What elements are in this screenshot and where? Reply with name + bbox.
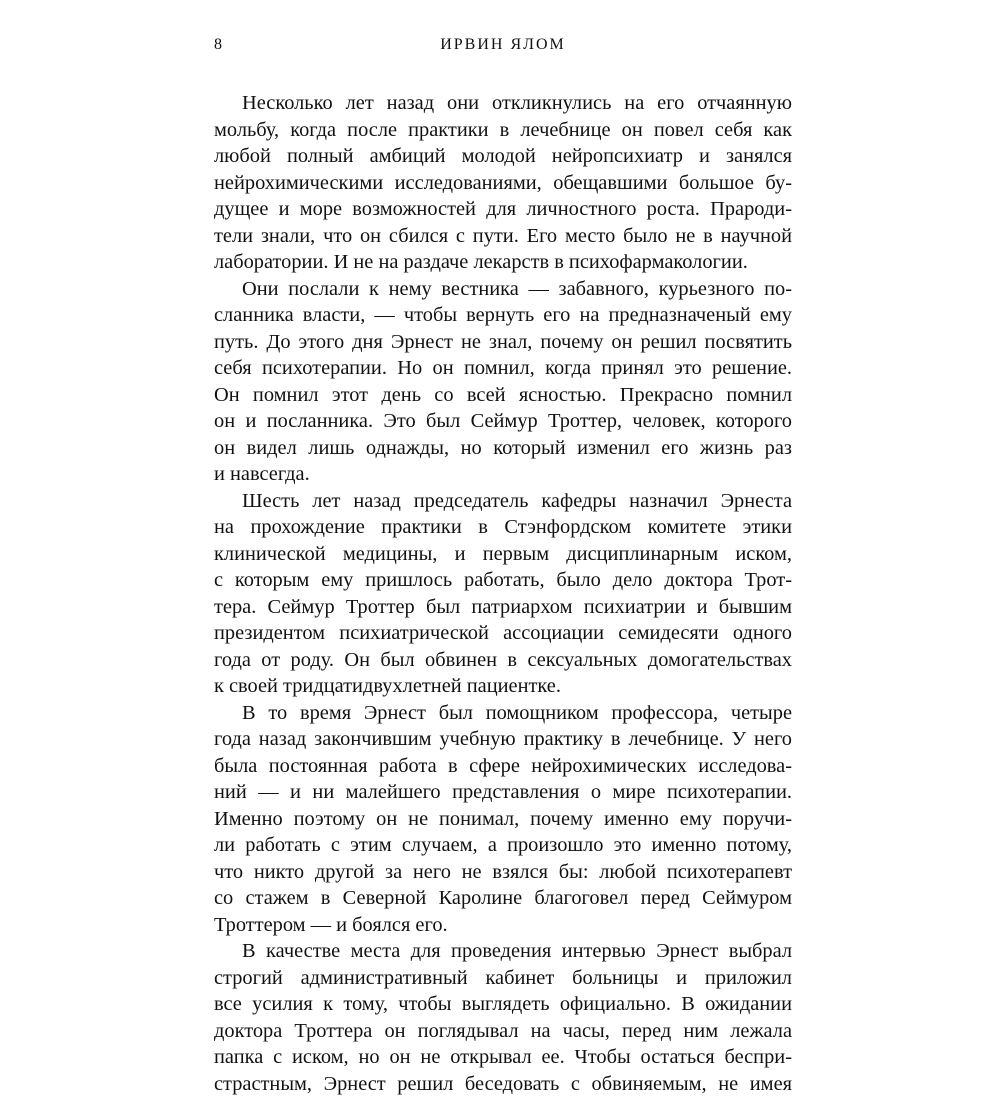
text-line: Троттером — и боялся его. xyxy=(214,912,792,939)
text-line: доктора Троттера он поглядывал на часы, перед ним лежала xyxy=(214,1018,792,1045)
page-header xyxy=(214,36,792,62)
text-line: В то время Эрнест был помощником профессора, четыре xyxy=(214,700,792,727)
text-line: страстным, Эрнест решил беседовать с обвиняемым, не имея xyxy=(214,1071,792,1097)
text-line: ли работать с этим случаем, а произошло это именно потому, xyxy=(214,832,792,859)
text-line: Они послали к нему вестника — забавного, курьезного по- xyxy=(214,276,792,303)
text-line: В качестве места для проведения интервью Эрнест выбрал xyxy=(214,938,792,965)
text-line: любой полный амбиций молодой нейропсихиатр и занялся xyxy=(214,143,792,170)
text-line: клинической медицины, и первым дисциплинарным иском, xyxy=(214,541,792,568)
text-line: сланника власти, — чтобы вернуть его на предназначеный ему xyxy=(214,302,792,329)
text-line: мольбу, когда после практики в лечебнице он повел себя как xyxy=(214,117,792,144)
text-line: нейрохимическими исследованиями, обещавшими большое бу- xyxy=(214,170,792,197)
text-line: Именно поэтому он не понимал, почему именно ему поручи- xyxy=(214,806,792,833)
paragraph xyxy=(214,488,792,700)
text-line: что никто другой за него не взялся бы: любой психотерапевт xyxy=(214,859,792,886)
text-line: все усилия к тому, чтобы выглядеть официально. В ожидании xyxy=(214,991,792,1018)
text-line: года от роду. Он был обвинен в сексуальных домогательствах xyxy=(214,647,792,674)
page-number: 8 xyxy=(214,36,223,54)
text-line: со стажем в Северной Каролине благоговел перед Сеймуром xyxy=(214,885,792,912)
text-line: он и посланника. Это был Сеймур Троттер, человек, которого xyxy=(214,408,792,435)
paragraph xyxy=(214,700,792,939)
paragraph xyxy=(214,90,792,276)
text-line: года назад закончившим учебную практику в лечебнице. У него xyxy=(214,726,792,753)
text-line: дущее и море возможностей для личностного роста. Прароди- xyxy=(214,196,792,223)
text-line: к своей тридцатидвухлетней пациентке. xyxy=(214,673,792,700)
paragraph xyxy=(214,938,792,1097)
text-line: лаборатории. И не на раздаче лекарств в психофармакологии. xyxy=(214,249,792,276)
running-head: ИРВИН ЯЛОМ xyxy=(214,36,792,54)
text-line: и навсегда. xyxy=(214,461,792,488)
text-line: тели знали, что он сбился с пути. Его место было не в научной xyxy=(214,223,792,250)
text-line: Несколько лет назад они откликнулись на его отчаянную xyxy=(214,90,792,117)
text-line: ний — и ни малейшего представления о мире психотерапии. xyxy=(214,779,792,806)
paragraph xyxy=(214,276,792,488)
body-text xyxy=(214,90,792,1097)
text-line: была постоянная работа в сфере нейрохимических исследова- xyxy=(214,753,792,780)
text-line: президентом психиатрической ассоциации семидесяти одного xyxy=(214,620,792,647)
text-line: папка с иском, но он не открывал ее. Чтобы остаться беспри- xyxy=(214,1044,792,1071)
text-line: себя психотерапии. Но он помнил, когда принял это решение. xyxy=(214,355,792,382)
text-line: на прохождение практики в Стэнфордском комитете этики xyxy=(214,514,792,541)
text-line: Шесть лет назад председатель кафедры назначил Эрнеста xyxy=(214,488,792,515)
text-line: путь. До этого дня Эрнест не знал, почему он решил посвятить xyxy=(214,329,792,356)
text-line: строгий административный кабинет больницы и приложил xyxy=(214,965,792,992)
text-line: с которым ему пришлось работать, было дело доктора Трот- xyxy=(214,567,792,594)
text-line: он видел лишь однажды, но который изменил его жизнь раз xyxy=(214,435,792,462)
text-line: тера. Сеймур Троттер был патриархом психиатрии и бывшим xyxy=(214,594,792,621)
text-line: Он помнил этот день со всей ясностью. Прекрасно помнил xyxy=(214,382,792,409)
